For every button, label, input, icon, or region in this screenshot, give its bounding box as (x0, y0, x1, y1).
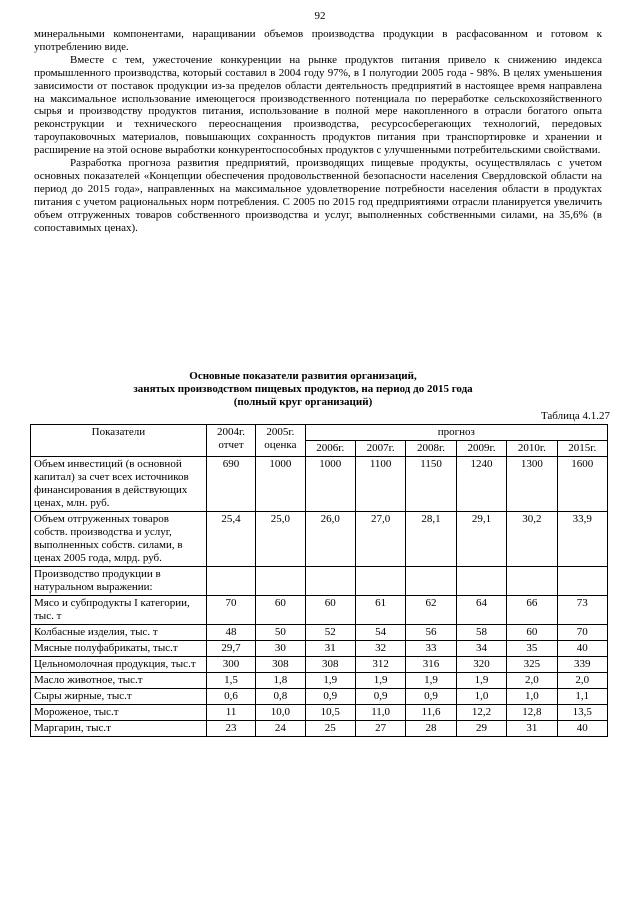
table-row (31, 705, 608, 721)
paragraph-1: минеральными компонентами, наращивании объемов производства продукции в расфасованном и готовом к употреблению виде. (34, 28, 602, 53)
row-value: 64 (456, 596, 506, 625)
row-label: Масло животное, тыс.т (31, 673, 207, 689)
row-value (406, 567, 456, 596)
row-label: Мороженое, тыс.т (31, 705, 207, 721)
row-label: Колбасные изделия, тыс. т (31, 625, 207, 641)
row-value (355, 567, 405, 596)
row-value: 40 (557, 721, 607, 737)
row-value: 62 (406, 596, 456, 625)
row-value: 10,5 (305, 705, 355, 721)
row-value: 25,0 (256, 512, 305, 567)
table-row (31, 721, 608, 737)
row-value: 12,2 (456, 705, 506, 721)
table-row (31, 625, 608, 641)
row-value: 1,0 (507, 689, 557, 705)
row-value (456, 567, 506, 596)
row-value: 11,0 (355, 705, 405, 721)
table-row (31, 641, 608, 657)
row-value: 308 (256, 657, 305, 673)
row-value (305, 567, 355, 596)
table-row (31, 457, 608, 512)
row-value: 320 (456, 657, 506, 673)
row-value: 28 (406, 721, 456, 737)
row-value: 1150 (406, 457, 456, 512)
row-value: 0,8 (256, 689, 305, 705)
row-value: 25,4 (206, 512, 255, 567)
row-value (256, 567, 305, 596)
row-value: 2,0 (507, 673, 557, 689)
row-value (557, 567, 607, 596)
table-number-label: Таблица 4.1.27 (540, 410, 610, 422)
row-value: 23 (206, 721, 255, 737)
row-value: 1,1 (557, 689, 607, 705)
row-value: 11,6 (406, 705, 456, 721)
row-value: 73 (557, 596, 607, 625)
row-value: 11 (206, 705, 255, 721)
row-value: 30,2 (507, 512, 557, 567)
header-year: 2015г. (557, 441, 607, 457)
header-2004: 2004г. отчет (206, 425, 255, 457)
row-value: 28,1 (406, 512, 456, 567)
header-2005: 2005г. оценка (256, 425, 305, 457)
header-year: 2008г. (406, 441, 456, 457)
indicators-table (30, 424, 608, 737)
row-value: 316 (406, 657, 456, 673)
row-value: 34 (456, 641, 506, 657)
row-label: Маргарин, тыс.т (31, 721, 207, 737)
row-value (507, 567, 557, 596)
row-value: 1,9 (355, 673, 405, 689)
header-year: 2006г. (305, 441, 355, 457)
row-value: 308 (305, 657, 355, 673)
row-value: 0,9 (305, 689, 355, 705)
header-year: 2010г. (507, 441, 557, 457)
paragraph-3: Разработка прогноза развития предприятий, производящих пищевые продукты, осуществлялась с учетом основных показателей «Концепции обеспечения продовольственной безопасности населения Свердловской области на период до 2015 года», направленных на максимальное удовлетворение потребности населения области в продуктах питания с учетом рациональных норм потребления. С 2005 по 2015 год предприятиями отрасли планируется увеличить объем отгруженных товаров собственного производства и услуг, выполненных собственными силами, на 35,6% (в сопоставимых ценах). (34, 157, 602, 234)
row-value: 56 (406, 625, 456, 641)
table-row (31, 657, 608, 673)
row-value: 32 (355, 641, 405, 657)
row-value: 0,9 (406, 689, 456, 705)
row-value: 2,0 (557, 673, 607, 689)
row-value: 35 (507, 641, 557, 657)
row-value: 24 (256, 721, 305, 737)
row-value: 325 (507, 657, 557, 673)
row-value: 54 (355, 625, 405, 641)
row-value: 33,9 (557, 512, 607, 567)
table-row (31, 673, 608, 689)
row-value: 1000 (256, 457, 305, 512)
row-value: 0,6 (206, 689, 255, 705)
row-value: 27 (355, 721, 405, 737)
row-value: 26,0 (305, 512, 355, 567)
row-value: 1600 (557, 457, 607, 512)
header-year: 2009г. (456, 441, 506, 457)
row-value: 70 (557, 625, 607, 641)
row-value: 70 (206, 596, 255, 625)
row-value: 12,8 (507, 705, 557, 721)
table-row (31, 689, 608, 705)
row-value: 1,9 (456, 673, 506, 689)
row-value: 1,0 (456, 689, 506, 705)
page-number: 92 (314, 10, 326, 22)
row-value: 33 (406, 641, 456, 657)
row-value: 29,7 (206, 641, 255, 657)
paragraph-2: Вместе с тем, ужесточение конкуренции на рынке продуктов питания привело к снижению индекса промышленного производства, который составил в 2004 году 97%, в I полугодии 2005 года - 98%. В целях уменьшения зависимости от поставок продукции из-за пределов области деятельность предприятий в настоящее время направлена на максимальное использование имеющегося производственного потенциала по переработке сельскохозяйственного сырья и производству продуктов питания, использование в полной мере накопленного в отрасли богатого опыта реконструкции и технического переоснащения производства, ресурсосберегающих технологий, передовых тароупаковочных материалов, повышающих сохранность продуктов питания при транспортировке и хранении и расширение на этой основе выработки конкурентоспособных продуктов с улучшенными потребительскими свойствами. (34, 53, 602, 157)
row-value: 0,9 (355, 689, 405, 705)
row-value: 1000 (305, 457, 355, 512)
row-value: 13,5 (557, 705, 607, 721)
row-value: 66 (507, 596, 557, 625)
table-row (31, 596, 608, 625)
row-value: 60 (305, 596, 355, 625)
body-text (34, 28, 602, 235)
table-row (31, 512, 608, 567)
row-label: Мясные полуфабрикаты, тыс.т (31, 641, 207, 657)
table-header-row-1 (31, 425, 608, 441)
table-row (31, 567, 608, 596)
row-label: Объем инвестиций (в основной капитал) за счет всех источников финансирования в действующих ценах, млн. руб. (31, 457, 207, 512)
row-value: 1300 (507, 457, 557, 512)
row-label: Объем отгруженных товаров собств. производства и услуг, выполненных собств. силами, в ценах 2005 года, млрд. руб. (31, 512, 207, 567)
row-value: 50 (256, 625, 305, 641)
row-value: 60 (507, 625, 557, 641)
row-value: 10,0 (256, 705, 305, 721)
row-label: Цельномолочная продукция, тыс.т (31, 657, 207, 673)
row-value: 61 (355, 596, 405, 625)
row-value: 1,8 (256, 673, 305, 689)
table-title-line-2: занятых производством пищевых продуктов, на период до 2015 года (133, 383, 473, 395)
table-title-line-1: Основные показатели развития организаций, (189, 370, 417, 382)
row-label: Мясо и субпродукты I категории, тыс. т (31, 596, 207, 625)
row-label: Сыры жирные, тыс.т (31, 689, 207, 705)
row-value: 29,1 (456, 512, 506, 567)
row-value: 1240 (456, 457, 506, 512)
row-value: 31 (305, 641, 355, 657)
row-value: 690 (206, 457, 255, 512)
table-title-line-3: (полный круг организаций) (233, 396, 373, 408)
row-value: 27,0 (355, 512, 405, 567)
row-value: 1,5 (206, 673, 255, 689)
row-value: 29 (456, 721, 506, 737)
row-value: 60 (256, 596, 305, 625)
row-value (206, 567, 255, 596)
header-indicators: Показатели (31, 425, 207, 457)
row-value: 30 (256, 641, 305, 657)
row-value: 1,9 (406, 673, 456, 689)
row-value: 300 (206, 657, 255, 673)
row-value: 1100 (355, 457, 405, 512)
row-value: 52 (305, 625, 355, 641)
header-year: 2007г. (355, 441, 405, 457)
row-value: 1,9 (305, 673, 355, 689)
row-value: 31 (507, 721, 557, 737)
row-value: 40 (557, 641, 607, 657)
row-value: 312 (355, 657, 405, 673)
row-label: Производство продукции в натуральном выражении: (31, 567, 207, 596)
row-value: 25 (305, 721, 355, 737)
header-forecast: прогноз (305, 425, 607, 441)
table-title (0, 370, 606, 409)
row-value: 48 (206, 625, 255, 641)
row-value: 58 (456, 625, 506, 641)
row-value: 339 (557, 657, 607, 673)
